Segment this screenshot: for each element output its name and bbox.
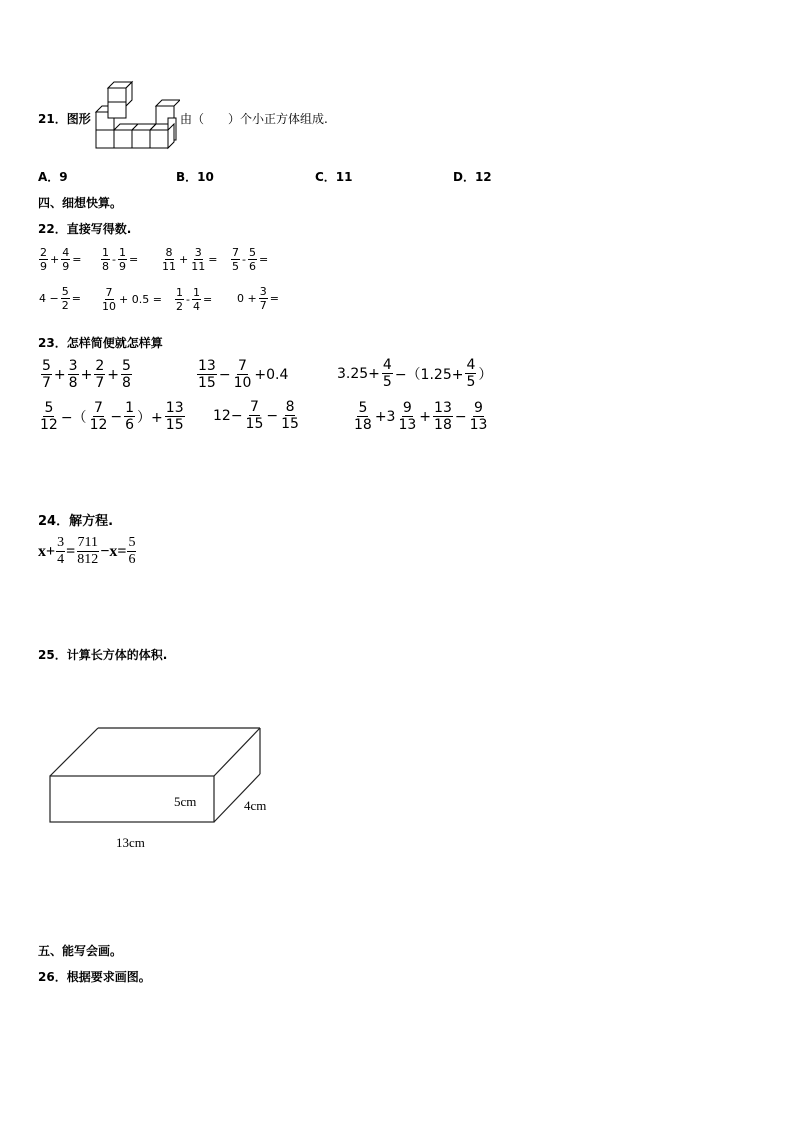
q25-cuboid-figure [40,720,300,860]
fraction: $\frac{9}{13}$ [469,400,488,433]
fraction: $\frac{2}{7}$ [95,358,105,391]
fraction: $\frac{5}{6}$ [128,535,136,567]
fraction: $\frac{5}{7}$ [42,358,51,391]
fraction: $\frac{7}{12}$ [89,400,108,433]
q21-option-b: B．10 [176,170,214,184]
q24-title: 24．解方程. [38,514,114,529]
q23-expr3: 3.25+ $\frac{4}{5}$ −（1.25+ $\frac{4}{5}$ ） [337,357,493,390]
fraction: $\frac{3}{8}$ [68,358,78,391]
q22-row2-expr1: 4 − $\frac{5}{2}$ = [39,285,81,312]
fraction: $\frac{4}{9}$ [62,246,70,273]
q24-equation: x+ $\frac{3}{4}$ = $\frac{711}{812}$ −x= $\frac{5}{6}$ [38,535,136,567]
q23-expr1: $\frac{5}{7}$ + $\frac{3}{8}$ + $\frac{2}{7}$ + $\frac{5}{8}$ [42,358,131,391]
fraction: $\frac{711}{812}$ [77,535,99,567]
q21-text-before: 图形 [66,112,91,126]
fraction: $\frac{13}{15}$ [198,358,216,391]
fraction: $\frac{7}{5}$ [232,246,239,273]
fraction: $\frac{4}{5}$ [382,357,392,390]
q22-row2-expr3: $\frac{1}{2}$ - $\frac{1}{4}$ = [176,286,213,313]
fraction: $\frac{1}{9}$ [118,246,126,273]
fraction: $\frac{4}{5}$ [466,357,476,390]
q21-line [38,110,91,127]
fraction: $\frac{7}{15}$ [245,399,264,432]
fraction: $\frac{5}{8}$ [121,358,131,391]
q22-row1-expr4: $\frac{7}{5}$ - $\frac{5}{6}$ = [232,246,269,273]
q22-row1-expr2: $\frac{1}{8}$ - $\frac{1}{9}$ = [102,246,139,273]
q25-title: 25．计算长方体的体积. [38,648,168,662]
fraction: $\frac{8}{15}$ [281,399,299,432]
q21-text-after: 由（ ）个小正方体组成. [180,112,328,126]
q21-option-a: A．9 [38,170,68,184]
fraction: $\frac{1}{2}$ [176,286,183,313]
fraction: $\frac{13}{15}$ [165,400,184,433]
fraction: $\frac{3}{11}$ [191,246,206,273]
fraction: $\frac{3}{7}$ [259,285,267,312]
q23-title: 23．怎样简便就怎样算 [38,336,163,350]
q22-title: 22．直接写得数. [38,222,132,236]
fraction: $\frac{3}{4}$ [57,535,65,567]
section5-title: 五、能写会画。 [38,944,123,958]
q21-cube-figure [94,80,180,152]
q22-row2-expr4: 0 + $\frac{3}{7}$ = [237,285,279,312]
q21-option-d: D．12 [453,170,492,184]
fraction: $\frac{8}{11}$ [162,246,176,273]
fraction: $\frac{7}{10}$ [102,286,116,313]
fraction: $\frac{1}{8}$ [102,246,109,273]
q23-expr2: $\frac{13}{15}$ − $\frac{7}{10}$ +0.4 [198,358,289,391]
fraction: $\frac{9}{13}$ [398,400,417,433]
fraction: $\frac{7}{10}$ [233,358,252,391]
q22-row1-expr1: $\frac{2}{9}$ + $\frac{4}{9}$ = [40,246,82,273]
fraction: $\frac{1}{4}$ [192,286,200,313]
fraction: $\frac{1}{6}$ [125,400,135,433]
q21-option-c: C．11 [315,170,353,184]
section4-title: 四、细想快算。 [38,196,123,210]
q22-row2-expr2: $\frac{7}{10}$ + 0.5 = [102,286,162,313]
q25-height-label: 5cm [174,794,197,809]
fraction: $\frac{13}{18}$ [434,400,452,433]
fraction: $\frac{5}{12}$ [40,400,58,433]
fraction: $\frac{5}{6}$ [248,246,256,273]
fraction: $\frac{2}{9}$ [40,246,47,273]
q23-expr6: $\frac{5}{18}$ +3 $\frac{9}{13}$ + $\frac{13}{18}$ − $\frac{9}{13}$ [354,400,488,433]
fraction: $\frac{5}{18}$ [354,400,372,433]
q25-length-label: 13cm [116,835,145,850]
fraction: $\frac{5}{2}$ [61,285,69,312]
q26-title: 26．根据要求画图。 [38,970,151,984]
q23-expr5: 12− $\frac{7}{15}$ − $\frac{8}{15}$ [213,399,299,432]
q23-expr4: $\frac{5}{12}$ −（ $\frac{7}{12}$ − $\frac{1}{6}$ ）+ $\frac{13}{15}$ [40,400,184,433]
q22-row1-expr3: $\frac{8}{11}$ + $\frac{3}{11}$ = [162,246,218,273]
q21-number: 21． [38,112,67,126]
q25-depth-label: 4cm [244,798,267,813]
